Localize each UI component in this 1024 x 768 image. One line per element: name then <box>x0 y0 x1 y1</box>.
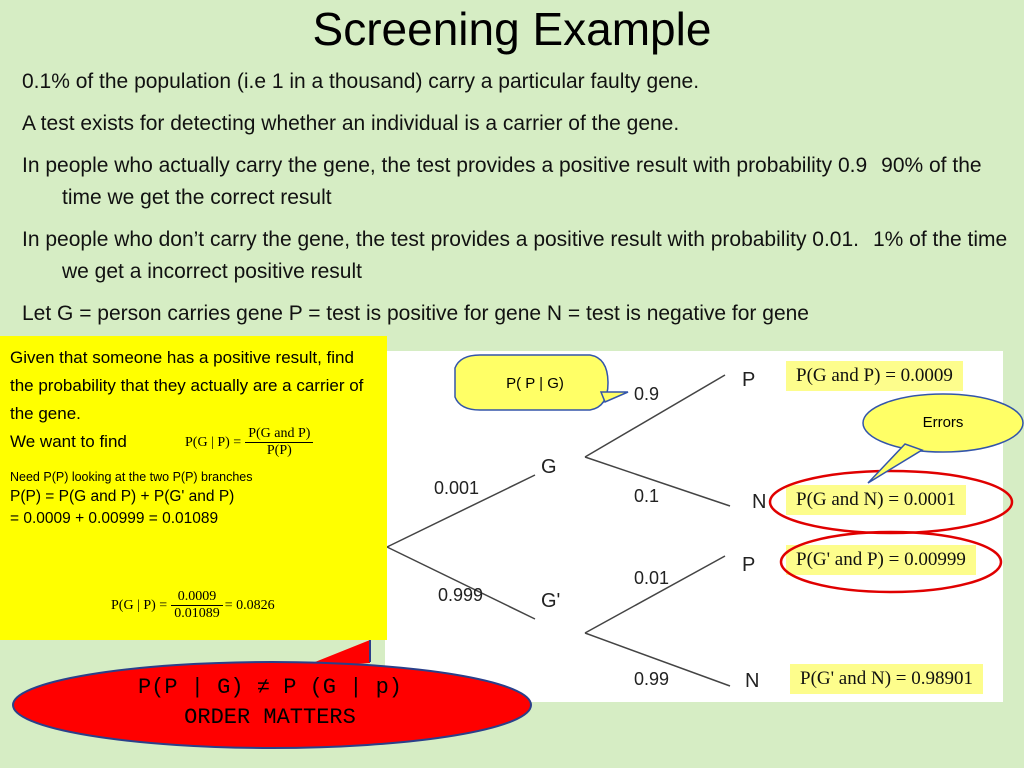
result-box: P(G' and P) = 0.00999 <box>786 545 976 575</box>
branch-prob: 0.01 <box>634 568 670 588</box>
want-text: We want to find <box>10 432 127 451</box>
pp-equation: P(P) = P(G and P) + P(G' and P) <box>10 488 235 505</box>
result-box: P(G and N) = 0.0001 <box>786 485 966 515</box>
question-text: Given that someone has a positive result, find the probability that they actually are a carrier of the gene. <box>10 348 364 423</box>
node-label: G <box>541 456 557 478</box>
conditional-formula: P(G | P) = $\frac{\text{P(G and P)}}{P(P)}$ <box>185 426 313 459</box>
bullet-item: 0.1% of the population (i.e 1 in a thousand) carry a particular faulty gene. <box>22 70 700 93</box>
pp-calculation: = 0.0009 + 0.00999 = 0.01089 <box>10 510 219 527</box>
branch-prob: 0.99 <box>634 669 670 689</box>
pg-callout-tail <box>601 392 628 402</box>
node-label: G' <box>541 590 561 612</box>
bullet-item: In people who don’t carry the gene, the test provides a positive result with probability 0.01. 1% of the time we get a incorrect positive result <box>22 228 1008 283</box>
error-ring <box>781 532 1001 592</box>
order-matters-text: P(P | G) ≠ P (G | p) ORDER MATTERS <box>137 675 403 730</box>
outcome-label: N <box>745 670 760 692</box>
errors-callout-tail <box>868 444 922 483</box>
pg-callout-label: P( P | G) <box>506 375 564 392</box>
need-text: Need P(P) looking at the two P(P) branches <box>10 470 253 484</box>
slide-title: Screening Example <box>312 3 712 55</box>
branch-prob: 0.9 <box>634 384 660 404</box>
error-ring <box>770 471 1012 533</box>
bullet-item: In people who actually carry the gene, the test provides a positive result with probability 0.9 90% of the time we get the correct result <box>22 154 982 209</box>
result-formula: P(G | P) = $\frac{0.0009}{0.01089}$ = 0.0826 <box>111 589 275 621</box>
branch-prob: 0.999 <box>438 585 484 605</box>
branch-prob: 0.001 <box>434 478 480 498</box>
outcome-label: N <box>752 491 767 513</box>
outcome-label: P <box>742 554 756 576</box>
result-box: P(G' and N) = 0.98901 <box>790 664 983 694</box>
outcome-label: P <box>742 369 756 391</box>
bullet-item: A test exists for detecting whether an individual is a carrier of the gene. <box>22 112 680 135</box>
branch-prob: 0.1 <box>634 486 660 506</box>
errors-callout-label: Errors <box>922 414 964 431</box>
bullet-item: Let G = person carries gene P = test is positive for gene N = test is negative for gene <box>22 302 809 325</box>
result-box: P(G and P) = 0.0009 <box>786 361 963 391</box>
